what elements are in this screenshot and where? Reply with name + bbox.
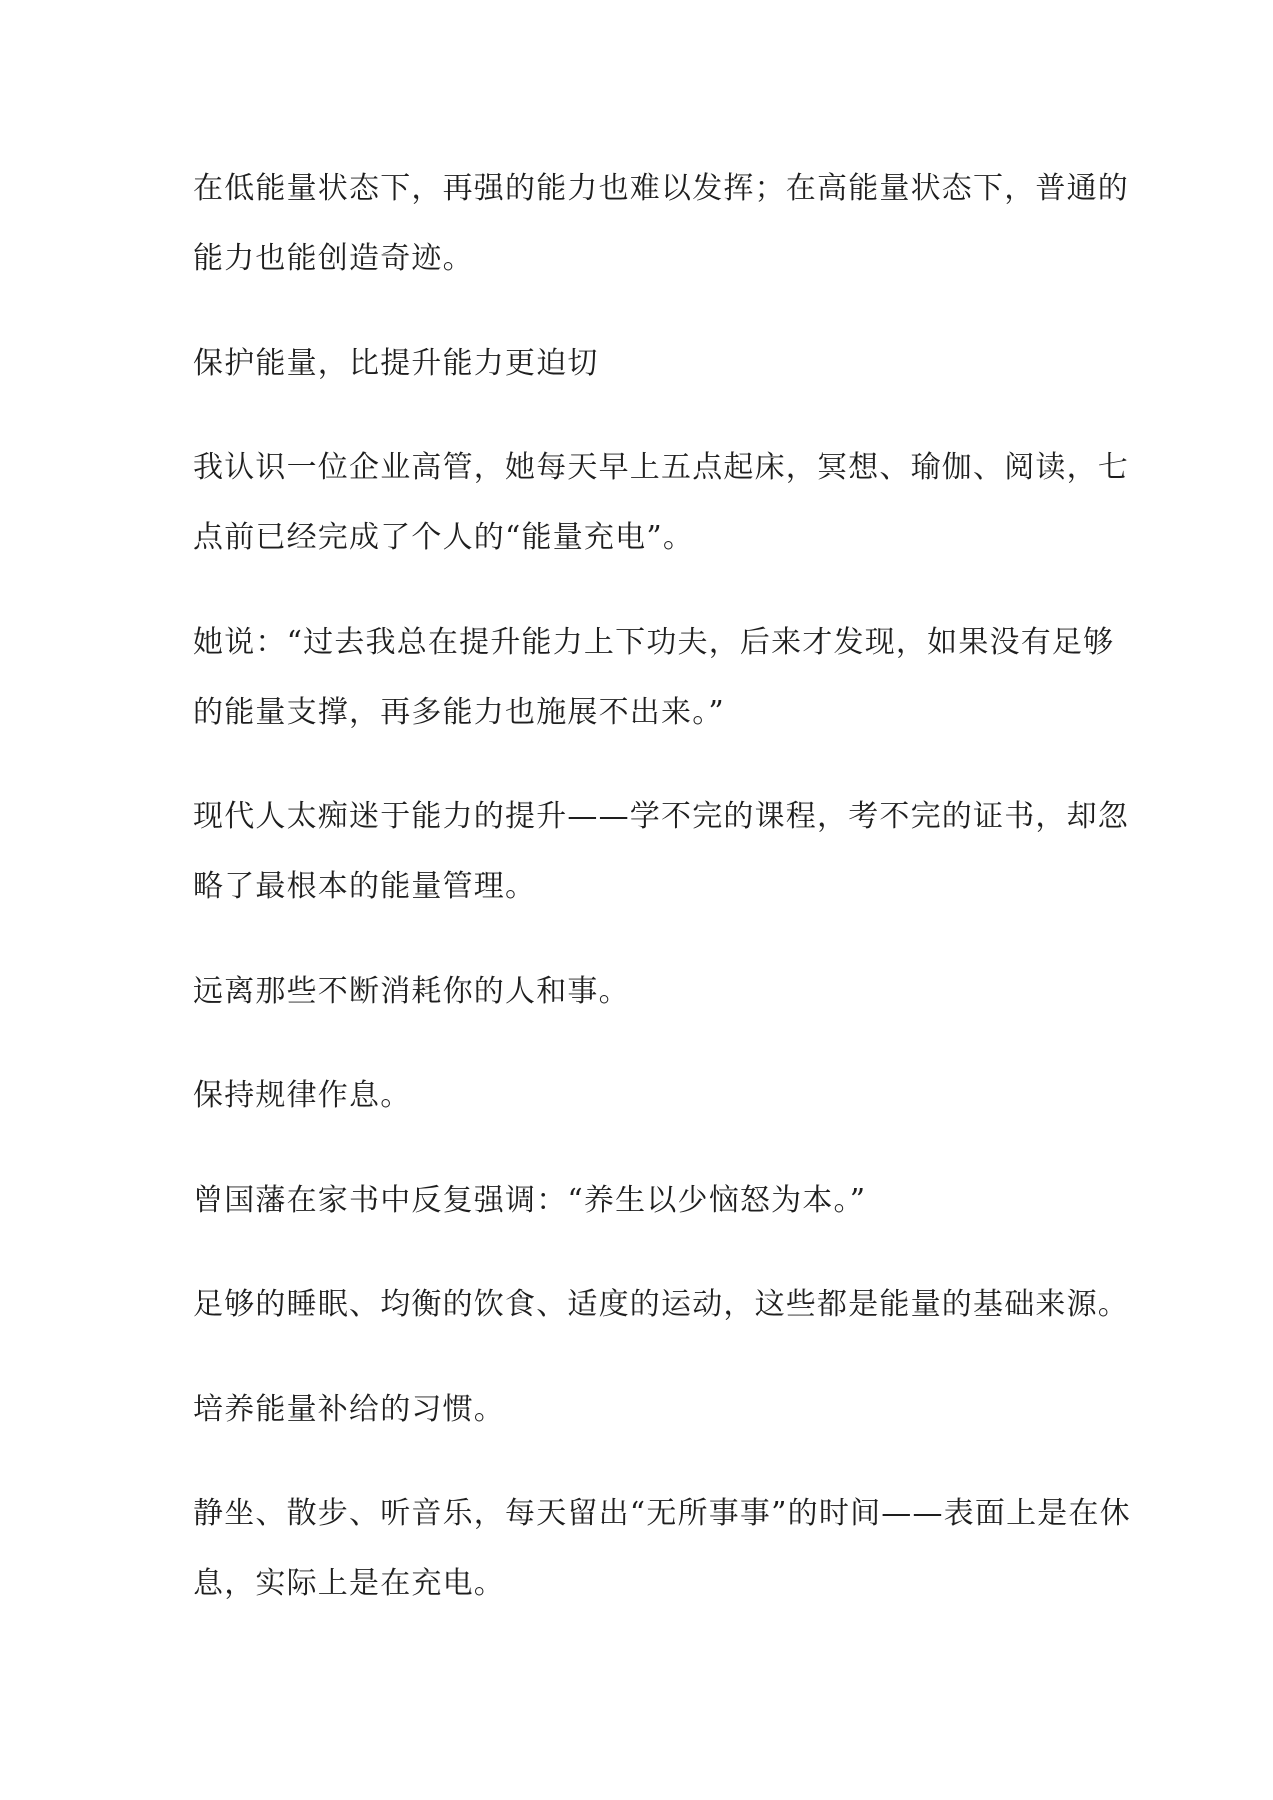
text-line: 曾国藩在家书中反复强调：“养生以少恼怒为本。” [193, 1183, 867, 1218]
paragraph-stay-away [193, 957, 1093, 1027]
text-line: 足够的睡眠、均衡的饮食、适度的运动，这些都是能量的基础来源。 [193, 1287, 1129, 1322]
text-line: 现代人太痴迷于能力的提升——学不完的课程，考不完的证书，却忽 [193, 799, 1129, 834]
paragraph-sleep-diet-exercise [193, 1270, 1129, 1340]
paragraph-executive-story [193, 433, 1129, 573]
paragraph-energy-habit [193, 1375, 1093, 1445]
text-line: 的能量支撑，再多能力也施展不出来。” [193, 695, 725, 730]
paragraph-regular-routine [193, 1061, 1093, 1131]
paragraph-heading-protect-energy [193, 329, 1093, 399]
text-line: 息，实际上是在充电。 [193, 1566, 505, 1601]
text-line: 远离那些不断消耗你的人和事。 [193, 974, 630, 1009]
text-line: 点前已经完成了个人的“能量充电”。 [193, 520, 695, 555]
text-line: 能力也能创造奇迹。 [193, 241, 474, 276]
text-line: 在低能量状态下，再强的能力也难以发挥；在高能量状态下，普通的 [193, 171, 1129, 206]
paragraph-modern-people [193, 782, 1129, 922]
text-line: 保持规律作息。 [193, 1078, 412, 1113]
text-line: 我认识一位企业高管，她每天早上五点起床，冥想、瑜伽、阅读，七 [193, 450, 1129, 485]
paragraph-zeng-guofan [193, 1166, 1093, 1236]
text-line: 培养能量补给的习惯。 [193, 1392, 505, 1427]
paragraph-low-energy [193, 154, 1129, 294]
text-line: 她说：“过去我总在提升能力上下功夫，后来才发现，如果没有足够 [193, 625, 1115, 660]
text-line: 静坐、散步、听音乐，每天留出“无所事事”的时间——表面上是在休 [193, 1496, 1131, 1531]
paragraph-recharge [193, 1479, 1131, 1619]
paragraph-executive-quote [193, 608, 1115, 748]
text-line: 保护能量，比提升能力更迫切 [193, 346, 599, 381]
text-line: 略了最根本的能量管理。 [193, 869, 537, 904]
